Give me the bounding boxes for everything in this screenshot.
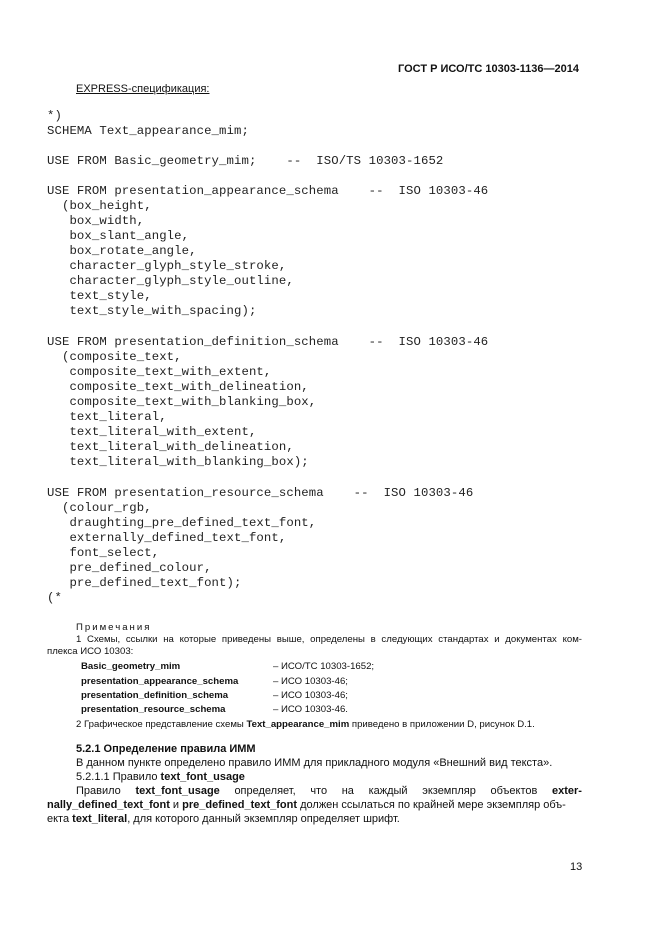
code-line: USE FROM presentation_definition_schema -- ISO 10303-46 xyxy=(47,335,489,349)
ref-schema-name: presentation_definition_schema xyxy=(81,690,229,701)
section-paragraph: В данном пункте определено правило ИММ для прикладного модуля «Внешний вид текста». xyxy=(76,757,553,769)
word: каждый xyxy=(368,785,408,797)
code-line: (composite_text, xyxy=(47,350,182,364)
code-line: (colour_rgb, xyxy=(47,501,152,515)
entity-name: text_literal xyxy=(72,813,128,825)
section-heading: 5.2.1 Определение правила ИММ xyxy=(76,743,256,755)
subsection-number: 5.2.1.1 Правило xyxy=(76,771,161,783)
code-line: text_literal_with_delineation, xyxy=(47,440,294,454)
ref-standard: – ИСО 10303-46; xyxy=(273,690,348,701)
code-line: text_style_with_spacing); xyxy=(47,304,257,318)
code-line: (* xyxy=(47,591,62,605)
entity-name: exter- xyxy=(551,785,582,797)
ref-standard: – ИСО/ТС 10303-1652; xyxy=(273,661,375,672)
code-line: character_glyph_style_outline, xyxy=(47,274,294,288)
ref-schema-name: presentation_resource_schema xyxy=(81,704,226,715)
rule-name: text_font_usage xyxy=(160,771,245,783)
notes-title: Примечания xyxy=(76,622,152,633)
code-line: box_width, xyxy=(47,214,145,228)
note1-text: 1 Схемы, ссылки на которые приведены выше, определены в следующих стандартах и документах ком- xyxy=(76,634,582,645)
code-line: font_select, xyxy=(47,546,160,560)
code-line: text_style, xyxy=(47,289,152,303)
note2-pre: 2 Графическое представление схемы xyxy=(76,719,247,730)
word: Правило xyxy=(76,785,121,797)
ref-schema-name: Basic_geometry_mim xyxy=(81,661,181,672)
code-line: USE FROM Basic_geometry_mim; -- ISO/TS 10303-1652 xyxy=(47,154,444,168)
note2-text xyxy=(76,719,535,730)
rule-name: text_font_usage xyxy=(135,785,220,797)
code-line: composite_text_with_delineation, xyxy=(47,380,309,394)
word: экземпляр xyxy=(422,785,476,797)
code-line: SCHEMA Text_appearance_mim; xyxy=(47,124,249,138)
code-line: composite_text_with_extent, xyxy=(47,365,272,379)
running-header: ГОСТ Р ИСО/ТС 10303-1136—2014 xyxy=(398,63,579,75)
code-line: externally_defined_text_font, xyxy=(47,531,287,545)
page-number: 13 xyxy=(570,861,583,873)
ref-schema-name: presentation_appearance_schema xyxy=(81,676,239,687)
code-line: *) xyxy=(47,109,62,123)
word: определяет, xyxy=(234,785,296,797)
code-line: (box_height, xyxy=(47,199,152,213)
note2-schema-name: Text_appearance_mim xyxy=(246,719,350,730)
word: на xyxy=(341,785,354,797)
code-line: character_glyph_style_stroke, xyxy=(47,259,287,273)
entity-name: pre_defined_text_font xyxy=(182,799,298,811)
code-line: box_slant_angle, xyxy=(47,229,190,243)
note2-post: приведено в приложении D, рисунок D.1. xyxy=(349,719,535,730)
ref-standard: – ИСО 10303-46. xyxy=(273,704,348,715)
express-spec-label: EXPRESS-спецификация: xyxy=(76,83,210,95)
code-line: pre_defined_text_font); xyxy=(47,576,242,590)
word: объектов xyxy=(490,785,538,797)
code-line: composite_text_with_blanking_box, xyxy=(47,395,317,409)
code-line: pre_defined_colour, xyxy=(47,561,212,575)
code-line: USE FROM presentation_resource_schema -- ISO 10303-46 xyxy=(47,486,474,500)
code-line: text_literal_with_blanking_box); xyxy=(47,455,309,469)
subsection-heading xyxy=(76,771,245,783)
code-line: text_literal, xyxy=(47,410,167,424)
code-line: USE FROM presentation_appearance_schema -- ISO 10303-46 xyxy=(47,184,489,198)
rule-paragraph-line1 xyxy=(76,785,582,797)
code-line: text_literal_with_extent, xyxy=(47,425,257,439)
code-line: box_rotate_angle, xyxy=(47,244,197,258)
ref-standard: – ИСО 10303-46; xyxy=(273,676,348,687)
text: должен ссылаться по крайней мере экземпляр объ- xyxy=(297,799,566,811)
note1-text-cont: плекса ИСО 10303: xyxy=(47,646,134,657)
rule-paragraph-line2 xyxy=(47,799,566,811)
entity-name: nally_defined_text_font xyxy=(47,799,170,811)
word: что xyxy=(310,785,328,797)
text: и xyxy=(169,799,183,811)
rule-paragraph-line3 xyxy=(47,813,400,825)
text: екта xyxy=(47,813,73,825)
text: , для которого данный экземпляр определяет шрифт. xyxy=(127,813,400,825)
code-line: draughting_pre_defined_text_font, xyxy=(47,516,317,530)
